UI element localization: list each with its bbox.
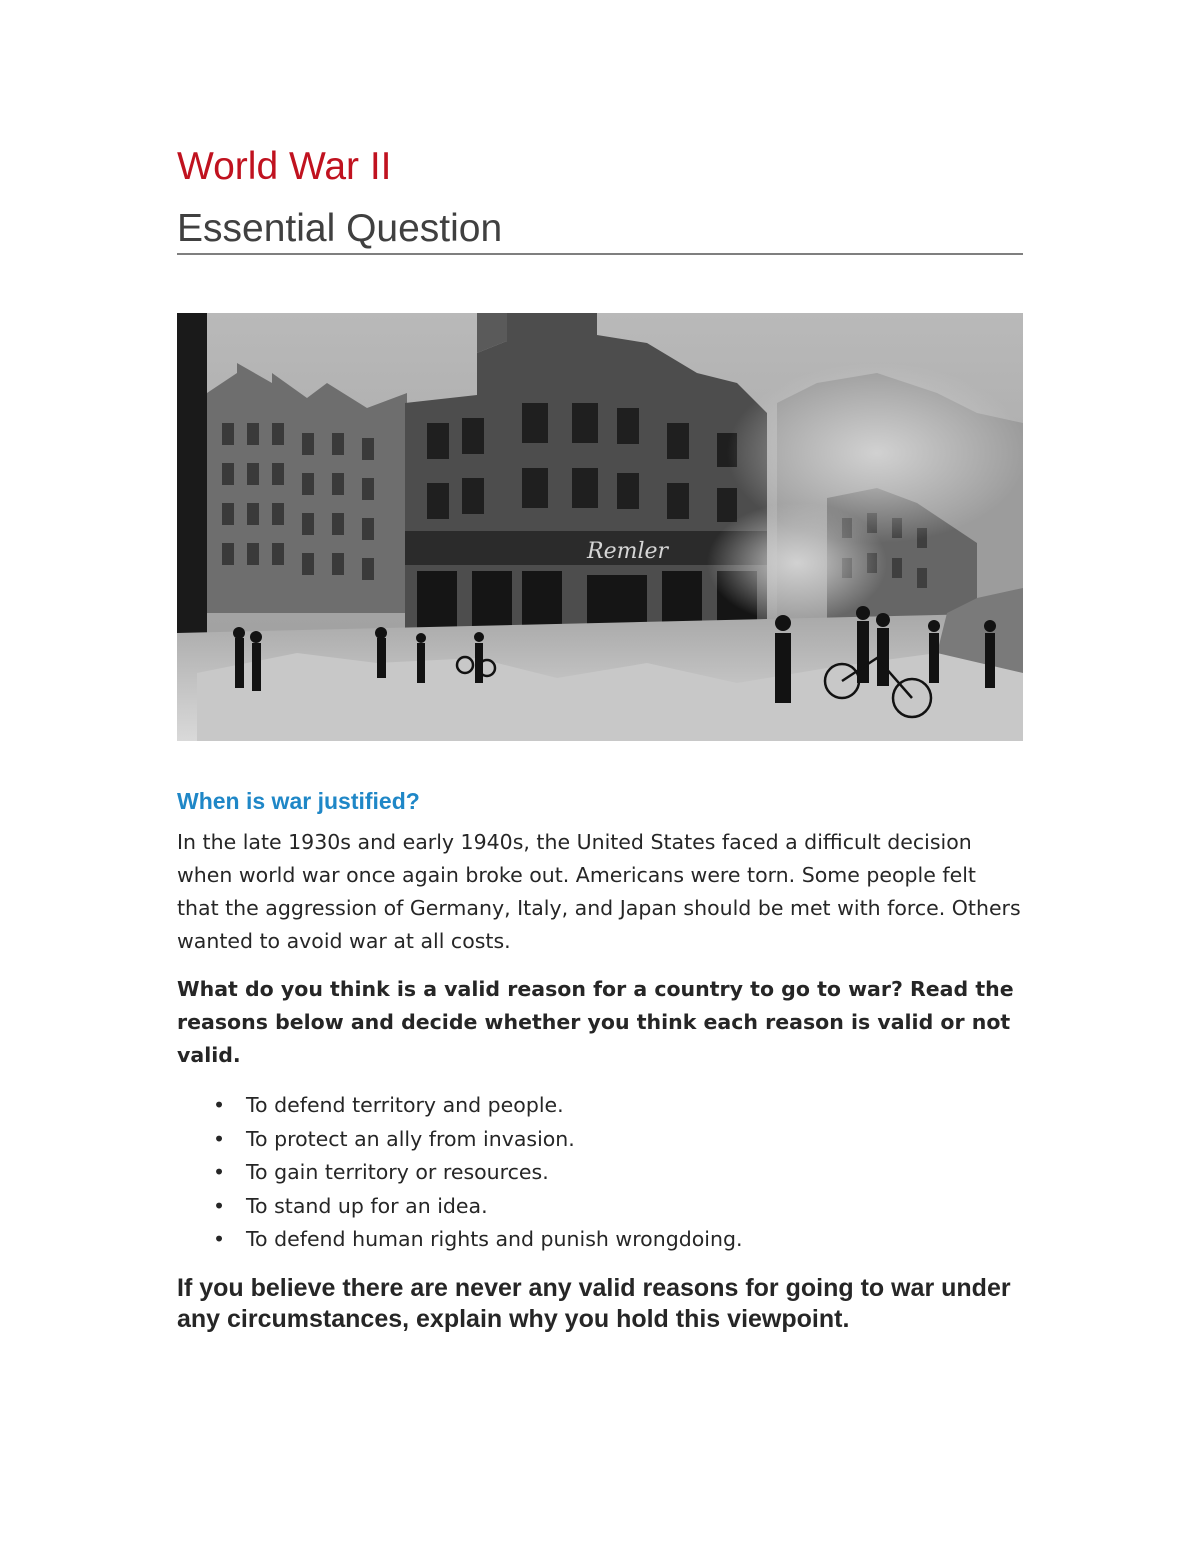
reason-text: To gain territory or resources. <box>246 1160 549 1184</box>
document-subtitle: Essential Question <box>177 207 503 250</box>
reason-text: To stand up for an idea. <box>246 1193 488 1218</box>
document-title: World War II <box>177 145 392 188</box>
list-item <box>177 1223 1023 1257</box>
bullet-icon: • <box>213 1193 226 1218</box>
reasons-list <box>177 1089 1023 1257</box>
storefront-sign: Remler <box>587 539 669 564</box>
reason-text: To protect an ally from invasion. <box>246 1126 575 1151</box>
list-item <box>177 1156 1023 1190</box>
bullet-icon: • <box>213 1093 226 1117</box>
reason-text: To defend territory and people. <box>246 1093 564 1117</box>
bullet-icon: • <box>213 1126 226 1151</box>
section-heading: When is war justified? <box>177 788 420 814</box>
list-item <box>177 1123 1023 1157</box>
bullet-icon: • <box>213 1160 226 1184</box>
bombed-street-photo <box>177 313 1023 741</box>
prompt-paragraph: What do you think is a valid reason for a country to go to war? Read the reasons below and decide whether you think each reason is valid or not valid. <box>177 977 1014 1067</box>
list-item <box>177 1089 1023 1123</box>
bullet-icon: • <box>213 1227 226 1251</box>
intro-paragraph: In the late 1930s and early 1940s, the United States faced a difficult decision when world war once again broke out. Americans were torn. Some people felt that the aggression of Germany, Italy, and Japan should be met with force. Others wanted to avoid war at all costs. <box>177 830 1021 953</box>
closing-prompt: If you believe there are never any valid reasons for going to war under any circumstances, explain why you hold this viewpoint. <box>177 1274 1011 1333</box>
list-item <box>177 1190 1023 1224</box>
reason-text: To defend human rights and punish wrongdoing. <box>246 1227 743 1251</box>
title-divider <box>177 253 1023 255</box>
